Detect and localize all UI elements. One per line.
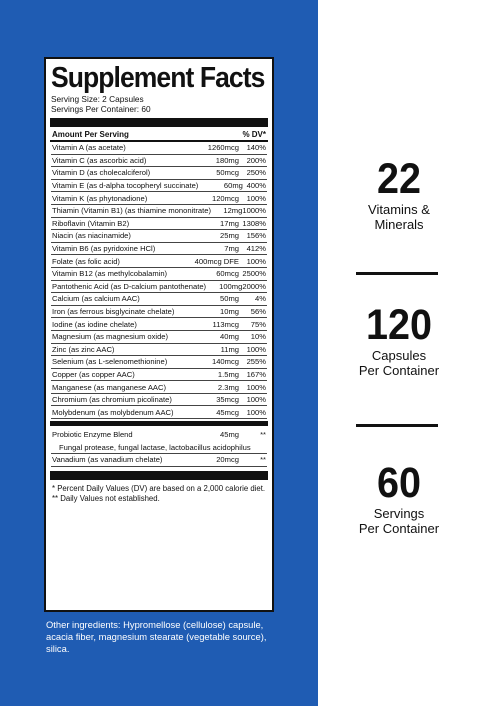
stat-label: Per Container [358, 521, 440, 536]
nutrient-amount: 60mg [223, 181, 243, 191]
nutrient-amount: 50mg [220, 294, 239, 304]
stat-number: 120 [365, 301, 433, 349]
nutrient-amount: 140mcg [211, 357, 239, 367]
nutrient-row [51, 243, 267, 256]
nutrient-row [51, 306, 267, 319]
nutrient-dv: 100% [246, 382, 266, 392]
nutrient-amount: 2.3mg [217, 382, 239, 392]
divider-thick [50, 118, 268, 127]
servings-per-container: Servings Per Container: 60 [51, 104, 151, 114]
nutrient-amount: 7mg [224, 244, 239, 254]
nutrient-dv: 56% [250, 307, 266, 317]
nutrient-row [51, 255, 267, 268]
stat-label: Minerals [374, 217, 424, 232]
nutrient-row [51, 192, 267, 205]
stat-label: Capsules [371, 348, 427, 363]
stat-divider [356, 272, 438, 275]
nutrient-amount: 25mg [220, 231, 239, 241]
nutrient-dv: 100% [246, 193, 266, 203]
blend-row [51, 428, 267, 441]
nutrient-amount: 10mg [220, 307, 239, 317]
nutrient-name: Copper (as copper AAC) [52, 369, 135, 379]
stat-vitamins [318, 156, 480, 232]
nutrient-amount: 400mcg DFE [194, 256, 239, 266]
nutrient-rows [51, 142, 267, 419]
stats-panel [318, 0, 480, 706]
nutrient-amount: 180mg [215, 155, 239, 165]
nutrient-amount: 40mg [220, 332, 239, 342]
stat-label: Per Container [358, 363, 440, 378]
nutrient-dv: 100% [246, 395, 266, 405]
nutrient-row [51, 167, 267, 180]
nutrient-name: Iron (as ferrous bisglycinate chelate) [52, 307, 175, 317]
nutrient-amount: 60mcg [216, 269, 239, 279]
footnote-not-established: ** Daily Values not established. [52, 493, 160, 503]
nutrient-dv: 100% [246, 407, 266, 417]
nutrient-name: Vitamin E (as d-alpha tocopheryl succinate) [52, 181, 199, 191]
nutrient-row [51, 155, 267, 168]
stat-number: 22 [376, 155, 422, 203]
nutrient-name: Vitamin D (as cholecalciferol) [52, 168, 151, 178]
nutrient-name: Pantothenic Acid (as D-calcium pantothenate) [52, 281, 207, 291]
vanadium-row [51, 454, 267, 467]
divider-blend [50, 421, 268, 426]
nutrient-name: Vitamin K (as phytonadione) [52, 193, 148, 203]
other-ingredients: Other ingredients: Hypromellose (cellulose) capsule, acacia fiber, magnesium stearate (vegetable source), silica. [46, 619, 267, 654]
blend-name: Probiotic Enzyme Blend [52, 430, 133, 440]
nutrient-name: Selenium (as L-selenomethionine) [52, 357, 168, 367]
facts-title: Supplement Facts [51, 62, 265, 94]
nutrient-dv: 156% [246, 231, 266, 241]
nutrient-name: Vitamin B12 (as methylcobalamin) [52, 269, 168, 279]
footnote-dv: * Percent Daily Values (DV) are based on a 2,000 calorie diet. [52, 483, 266, 493]
nutrient-row [51, 406, 267, 419]
nutrient-dv: 140% [246, 143, 266, 153]
nutrient-dv: 100% [246, 344, 266, 354]
stat-capsules [318, 302, 480, 378]
nutrient-amount: 100mg [219, 281, 243, 291]
nutrient-amount: 45mcg [216, 407, 239, 417]
nutrient-dv: 200% [246, 155, 266, 165]
nutrient-dv: 1308% [242, 218, 266, 228]
nutrient-dv: 2000% [242, 281, 266, 291]
nutrient-dv: 75% [250, 319, 266, 329]
nutrient-dv: 412% [246, 244, 266, 254]
blend-detail: Fungal protease, fungal lactase, lactobacillus acidophilus [59, 442, 251, 452]
nutrient-amount: 17mg [220, 218, 239, 228]
stat-divider [356, 424, 438, 427]
nutrient-name: Niacin (as niacinamide) [52, 231, 131, 241]
stat-label: Vitamins & [368, 202, 430, 217]
nutrient-row [51, 230, 267, 243]
vanadium-dv: ** [260, 455, 266, 465]
nutrient-row [51, 356, 267, 369]
nutrient-name: Manganese (as manganese AAC) [52, 382, 166, 392]
stat-label: Servings [373, 506, 425, 521]
nutrient-row [51, 218, 267, 231]
nutrient-dv: 400% [246, 181, 266, 191]
nutrient-amount: 120mcg [211, 193, 239, 203]
nutrient-amount: 1260mcg [207, 143, 239, 153]
nutrient-name: Vitamin B6 (as pyridoxine HCl) [52, 244, 156, 254]
nutrient-row [51, 142, 267, 155]
nutrient-row [51, 268, 267, 281]
vanadium-name: Vanadium (as vanadium chelate) [52, 455, 163, 465]
nutrient-amount: 1.5mg [217, 369, 239, 379]
nutrient-name: Thiamin (Vitamin B1) (as thiamine mononitrate) [52, 206, 211, 216]
vanadium-amount: 20mcg [216, 455, 239, 465]
nutrient-dv: 250% [246, 168, 266, 178]
nutrient-name: Calcium (as calcium AAC) [52, 294, 140, 304]
nutrient-row [51, 394, 267, 407]
blend-amount: 45mg [220, 430, 239, 440]
nutrient-name: Molybdenum (as molybdenum AAC) [52, 407, 174, 417]
nutrient-row [51, 293, 267, 306]
nutrient-row [51, 318, 267, 331]
nutrient-dv: 2500% [242, 269, 266, 279]
stat-servings [318, 460, 480, 536]
nutrient-dv: 100% [246, 256, 266, 266]
nutrient-row [51, 381, 267, 394]
nutrient-amount: 11mg [220, 344, 239, 354]
nutrient-name: Vitamin A (as acetate) [52, 143, 126, 153]
nutrient-amount: 50mcg [216, 168, 239, 178]
nutrient-row [51, 331, 267, 344]
nutrient-row [51, 369, 267, 382]
blend-detail-row [51, 441, 267, 454]
serving-size: Serving Size: 2 Capsules [51, 94, 144, 104]
header-amount: Amount Per Serving [52, 130, 129, 139]
nutrient-row [51, 180, 267, 193]
nutrient-amount: 35mcg [216, 395, 239, 405]
nutrient-name: Folate (as folic acid) [52, 256, 120, 266]
nutrient-amount: 113mcg [212, 319, 239, 329]
nutrient-name: Vitamin C (as ascorbic acid) [52, 155, 147, 165]
nutrient-row [51, 205, 267, 218]
divider-footnotes [50, 471, 268, 480]
nutrient-row [51, 281, 267, 294]
nutrient-dv: 167% [246, 369, 266, 379]
nutrient-name: Iodine (as iodine chelate) [52, 319, 137, 329]
supplement-facts-panel [44, 57, 274, 612]
nutrient-name: Magnesium (as magnesium oxide) [52, 332, 169, 342]
footnotes [51, 481, 267, 504]
blend-dv: ** [260, 430, 266, 440]
nutrient-name: Chromium (as chromium picolinate) [52, 395, 172, 405]
nutrient-dv: 1000% [242, 206, 266, 216]
nutrient-dv: 4% [255, 294, 266, 304]
facts-header [51, 128, 267, 140]
nutrient-dv: 255% [246, 357, 266, 367]
stat-number: 60 [376, 459, 422, 507]
nutrient-row [51, 344, 267, 357]
nutrient-name: Zinc (as zinc AAC) [52, 344, 115, 354]
nutrient-amount: 12mg [223, 206, 243, 216]
header-dv: % DV* [242, 130, 266, 139]
nutrient-dv: 10% [250, 332, 266, 342]
nutrient-name: Riboflavin (Vitamin B2) [52, 218, 130, 228]
